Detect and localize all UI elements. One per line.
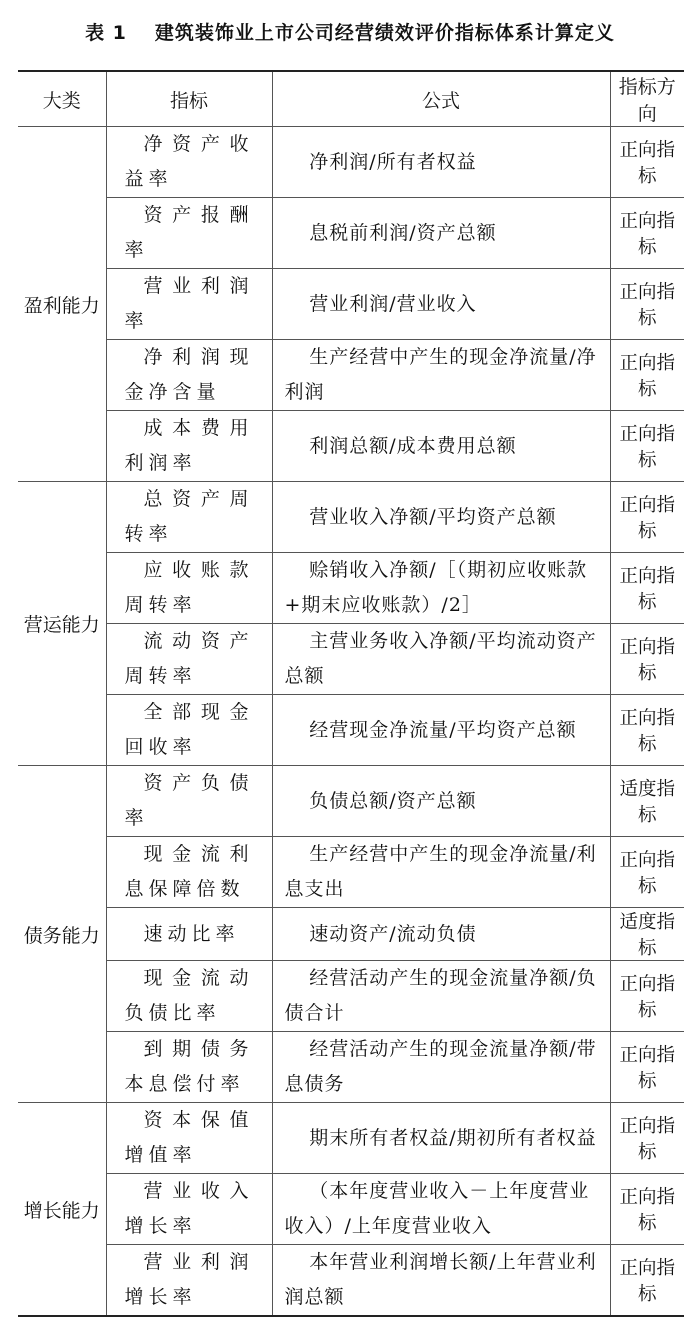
formula-cell: 经营活动产生的现金流量净额/负债合计	[272, 961, 610, 1032]
indicator-cell: 营业收入增长率	[106, 1174, 272, 1245]
direction-cell: 正向指标	[610, 269, 684, 340]
table-row	[18, 198, 684, 269]
category-cell: 营运能力	[18, 482, 106, 766]
table-row	[18, 837, 684, 908]
table-row	[18, 411, 684, 482]
category-cell: 盈利能力	[18, 127, 106, 482]
header-category: 大类	[18, 71, 106, 127]
indicator-cell: 全部现金回收率	[106, 695, 272, 766]
direction-cell: 正向指标	[610, 624, 684, 695]
table-title: 建筑装饰业上市公司经营绩效评价指标体系计算定义	[154, 21, 615, 44]
direction-cell: 正向指标	[610, 837, 684, 908]
direction-cell: 正向指标	[610, 695, 684, 766]
indicator-cell: 应收账款周转率	[106, 553, 272, 624]
table-row	[18, 127, 684, 198]
category-cell: 债务能力	[18, 766, 106, 1103]
formula-cell: 本年营业利润增长额/上年营业利润总额	[272, 1245, 610, 1317]
header-indicator: 指标	[106, 71, 272, 127]
header-row	[18, 71, 684, 127]
indicator-cell: 净资产收益率	[106, 127, 272, 198]
formula-cell: 速动资产/流动负债	[272, 908, 610, 961]
category-cell: 增长能力	[18, 1103, 106, 1317]
indicator-cell: 到期债务本息偿付率	[106, 1032, 272, 1103]
table-row	[18, 766, 684, 837]
indicator-cell: 速动比率	[106, 908, 272, 961]
formula-cell: 营业利润/营业收入	[272, 269, 610, 340]
formula-cell: 期末所有者权益/期初所有者权益	[272, 1103, 610, 1174]
formula-cell: 净利润/所有者权益	[272, 127, 610, 198]
direction-cell: 正向指标	[610, 198, 684, 269]
direction-cell: 正向指标	[610, 961, 684, 1032]
indicator-cell: 营业利润率	[106, 269, 272, 340]
header-formula: 公式	[272, 71, 610, 127]
indicator-table	[18, 70, 684, 1317]
direction-cell: 正向指标	[610, 553, 684, 624]
formula-cell: 经营现金净流量/平均资产总额	[272, 695, 610, 766]
direction-cell: 正向指标	[610, 411, 684, 482]
table-row	[18, 1245, 684, 1317]
indicator-cell: 资产报酬率	[106, 198, 272, 269]
formula-cell: 营业收入净额/平均资产总额	[272, 482, 610, 553]
formula-cell: 负债总额/资产总额	[272, 766, 610, 837]
header-direction: 指标方向	[610, 71, 684, 127]
table-row	[18, 1103, 684, 1174]
indicator-cell: 资本保值增值率	[106, 1103, 272, 1174]
direction-cell: 正向指标	[610, 127, 684, 198]
table-number: 表 1	[85, 21, 127, 44]
table-row	[18, 553, 684, 624]
table-row	[18, 961, 684, 1032]
table-row	[18, 269, 684, 340]
formula-cell: （本年度营业收入－上年度营业收入）/上年度营业收入	[272, 1174, 610, 1245]
indicator-cell: 成本费用利润率	[106, 411, 272, 482]
direction-cell: 适度指标	[610, 766, 684, 837]
indicator-cell: 净利润现金净含量	[106, 340, 272, 411]
table-row	[18, 482, 684, 553]
table-row	[18, 624, 684, 695]
indicator-cell: 流动资产周转率	[106, 624, 272, 695]
table-row	[18, 340, 684, 411]
direction-cell: 正向指标	[610, 482, 684, 553]
formula-cell: 主营业务收入净额/平均流动资产总额	[272, 624, 610, 695]
direction-cell: 正向指标	[610, 1103, 684, 1174]
indicator-cell: 现金流利息保障倍数	[106, 837, 272, 908]
table-row	[18, 1174, 684, 1245]
table-row	[18, 908, 684, 961]
formula-cell: 赊销收入净额/［（期初应收账款+期末应收账款）/2］	[272, 553, 610, 624]
indicator-cell: 总资产周转率	[106, 482, 272, 553]
table-caption	[0, 0, 700, 62]
indicator-cell: 营业利润增长率	[106, 1245, 272, 1317]
direction-cell: 正向指标	[610, 1245, 684, 1317]
indicator-cell: 现金流动负债比率	[106, 961, 272, 1032]
direction-cell: 正向指标	[610, 1174, 684, 1245]
table-row	[18, 695, 684, 766]
direction-cell: 适度指标	[610, 908, 684, 961]
formula-cell: 经营活动产生的现金流量净额/带息债务	[272, 1032, 610, 1103]
formula-cell: 利润总额/成本费用总额	[272, 411, 610, 482]
indicator-cell: 资产负债率	[106, 766, 272, 837]
table-row	[18, 1032, 684, 1103]
direction-cell: 正向指标	[610, 340, 684, 411]
formula-cell: 生产经营中产生的现金净流量/利息支出	[272, 837, 610, 908]
direction-cell: 正向指标	[610, 1032, 684, 1103]
formula-cell: 生产经营中产生的现金净流量/净利润	[272, 340, 610, 411]
formula-cell: 息税前利润/资产总额	[272, 198, 610, 269]
